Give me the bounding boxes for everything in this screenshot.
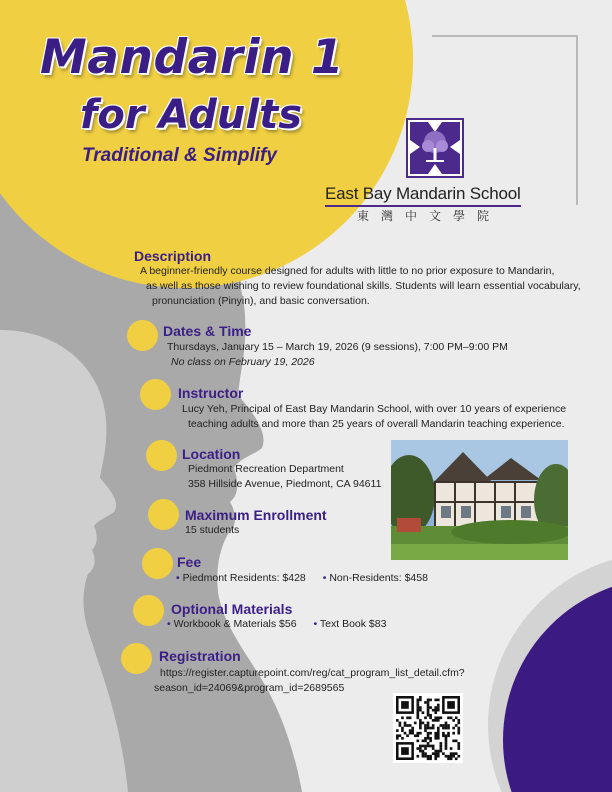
description-heading: Description xyxy=(134,248,212,264)
frame-line-top xyxy=(432,35,578,37)
description-line2: as well as those wishing to review foundational skills. Students will learn essential vocabulary, xyxy=(146,280,581,292)
location-line2: 358 Hillside Avenue, Piedmont, CA 94611 xyxy=(188,478,382,490)
school-name-chinese: 東灣中文學院 xyxy=(357,209,502,223)
bullet-icon: • xyxy=(313,618,318,630)
tree-logo-icon xyxy=(406,118,464,178)
dates-note: No class on February 19, 2026 xyxy=(171,356,315,368)
registration-url-line2[interactable]: season_id=24069&program_id=2689565 xyxy=(154,682,345,694)
materials-workbook: Workbook & Materials $56 xyxy=(173,618,297,630)
title-line1: Mandarin 1 xyxy=(40,30,345,85)
fee-residents: Piedmont Residents: $428 xyxy=(182,572,306,584)
dates-schedule: Thursdays, January 15 – March 19, 2026 (9 sessions), 7:00 PM–9:00 PM xyxy=(167,341,508,353)
bullet-icon: • xyxy=(176,572,180,584)
registration-url-line1[interactable]: https://register.capturepoint.com/reg/cat_program_list_detail.cfm? xyxy=(160,667,465,679)
location-heading: Location xyxy=(182,446,241,462)
section-dot-dates xyxy=(127,320,158,351)
section-dot-description xyxy=(99,240,130,271)
section-dot-location xyxy=(146,440,177,471)
building-photo xyxy=(391,440,568,560)
materials-textbook: Text Book $83 xyxy=(319,618,387,630)
subtitle: Traditional & Simplify xyxy=(82,145,277,166)
fee-non-residents: Non-Residents: $458 xyxy=(329,572,428,584)
fee-heading: Fee xyxy=(177,554,202,570)
fee-items xyxy=(176,571,428,586)
dates-heading: Dates & Time xyxy=(163,323,252,339)
enrollment-heading: Maximum Enrollment xyxy=(185,507,327,523)
title-line2: for Adults xyxy=(80,92,303,138)
section-dot-fee xyxy=(142,548,173,579)
description-line3: pronunciation (Pinyin), and basic conversation. xyxy=(152,295,370,307)
location-line1: Piedmont Recreation Department xyxy=(188,463,344,475)
bullet-icon: • xyxy=(167,618,171,630)
instructor-heading: Instructor xyxy=(178,385,244,401)
enrollment-value: 15 students xyxy=(185,524,240,536)
instructor-line1: Lucy Yeh, Principal of East Bay Mandarin School, with over 10 years of experience xyxy=(182,403,567,415)
frame-line-right xyxy=(576,35,578,205)
materials-items xyxy=(167,617,386,632)
section-dot-registration xyxy=(121,643,152,674)
bullet-icon: • xyxy=(322,572,327,584)
school-name: East Bay Mandarin School xyxy=(325,184,521,207)
qr-code-icon[interactable] xyxy=(393,693,463,763)
materials-heading: Optional Materials xyxy=(171,601,293,617)
description-line1: A beginner-friendly course designed for adults with little to no prior exposure to Mandarin, xyxy=(140,265,555,277)
section-dot-enrollment xyxy=(148,499,179,530)
section-dot-materials xyxy=(133,595,164,626)
section-dot-instructor xyxy=(140,379,171,410)
instructor-line2: teaching adults and more than 25 years of overall Mandarin teaching experience. xyxy=(188,418,565,430)
registration-heading: Registration xyxy=(159,648,241,664)
